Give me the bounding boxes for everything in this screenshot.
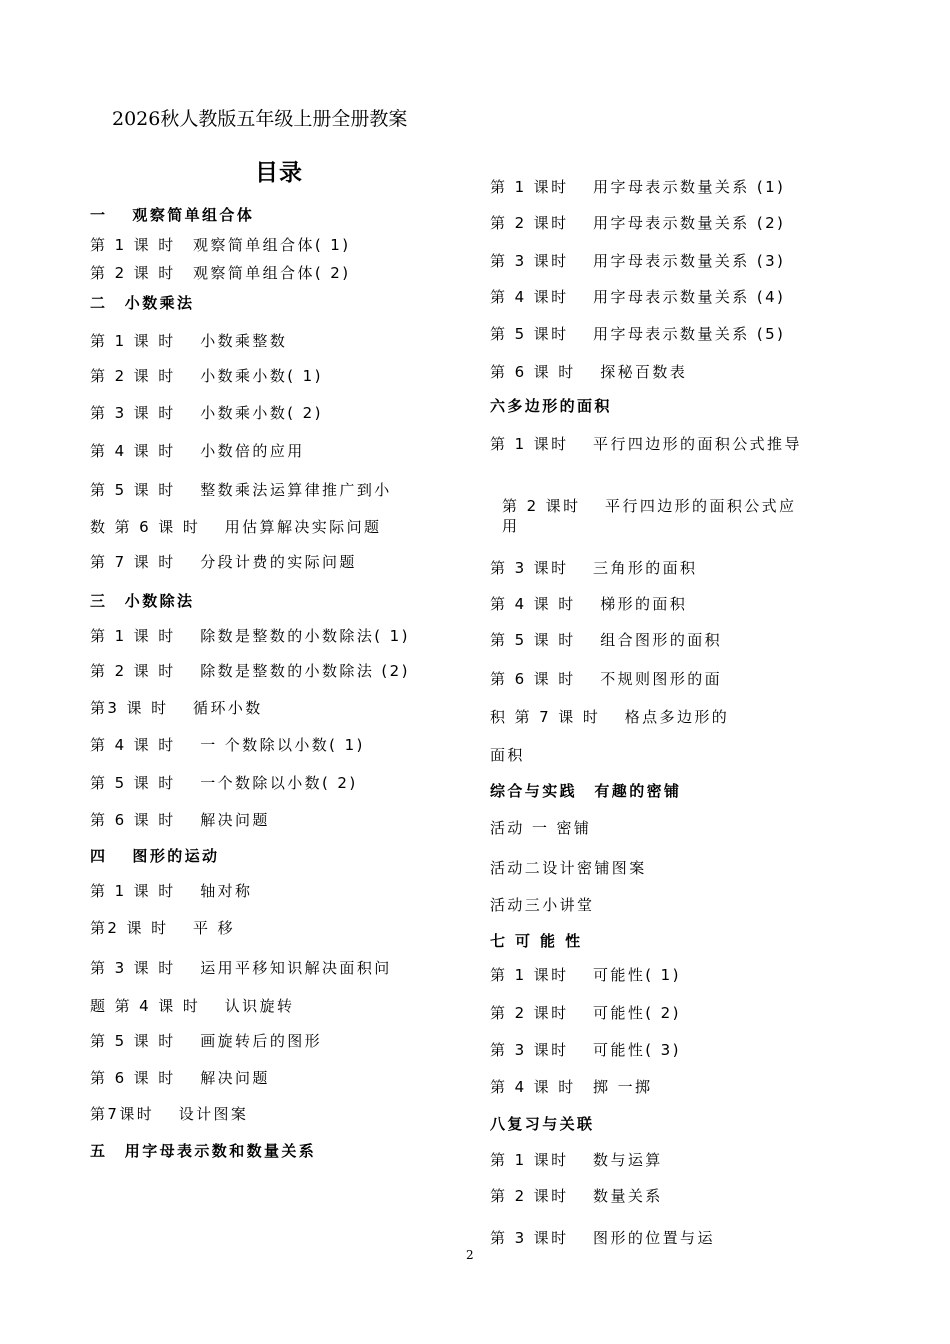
toc-entry: 活动三小讲堂 [490, 896, 595, 914]
toc-heading: 目录 [255, 160, 303, 186]
toc-entry: 第 1 课时 可能性( 1) [490, 966, 681, 984]
toc-entry: 活动 一 密铺 [490, 819, 592, 837]
toc-entry: 面积 [490, 746, 525, 764]
toc-entry: 第 5 课 时 画旋转后的图形 [90, 1032, 323, 1050]
toc-section-heading: 五 用字母表示数和数量关系 [90, 1142, 317, 1160]
toc-entry: 第 2 课时 可能性( 2) [490, 1004, 681, 1022]
toc-entry: 第 2 课 时 小数乘小数( 1) [90, 367, 323, 385]
toc-entry: 第7课时 设计图案 [90, 1105, 249, 1123]
toc-entry: 第 2 课 时 除数是整数的小数除法 (2) [90, 662, 410, 680]
toc-section-heading: 六多边形的面积 [490, 397, 612, 415]
toc-entry: 第 6 课 时 解决问题 [90, 1069, 270, 1087]
toc-entry: 第 1 课时 用字母表示数量关系 (1) [490, 178, 786, 196]
toc-entry: 第 3 课时 图形的位置与运 [490, 1229, 715, 1247]
toc-entry: 第 4 课 时 梯形的面积 [490, 595, 688, 613]
toc-entry: 第 5 课 时 一个数除以小数( 2) [90, 774, 358, 792]
toc-entry: 第 1 课 时 观察简单组合体( 1) [90, 236, 351, 254]
toc-section-heading: 八复习与关联 [490, 1115, 595, 1133]
toc-entry: 第 2 课时 数量关系 [490, 1187, 663, 1205]
toc-entry: 第 6 课 时 不规则图形的面 [490, 670, 723, 688]
toc-entry: 第2 课 时 平 移 [90, 919, 236, 937]
toc-entry: 第3 课 时 循环小数 [90, 699, 263, 717]
toc-entry: 第 3 课 时 小数乘小数( 2) [90, 404, 323, 422]
toc-entry: 题 第 4 课 时 认识旋转 [90, 997, 295, 1015]
toc-entry: 第 3 课时 用字母表示数量关系 (3) [490, 252, 786, 270]
toc-entry: 数 第 6 课 时 用估算解决实际问题 [90, 518, 382, 536]
toc-entry: 第 1 课 时 小数乘整数 [90, 332, 288, 350]
toc-entry: 第 7 课 时 分段计费的实际问题 [90, 553, 357, 571]
toc-entry: 第 4 课 时 一 个数除以小数( 1) [90, 736, 365, 754]
toc-entry: 第 3 课时 可能性( 3) [490, 1041, 681, 1059]
toc-section-heading: 二 小数乘法 [90, 294, 195, 312]
document-title: 2026秋人教版五年级上册全册教案 [112, 108, 408, 130]
toc-section-heading: 四 图形的运动 [90, 847, 220, 865]
toc-entry: 第 2 课 时 观察简单组合体( 2) [90, 264, 351, 282]
toc-entry: 第 1 课时 数与运算 [490, 1151, 663, 1169]
toc-entry: 第 2 课时 用字母表示数量关系 (2) [490, 214, 786, 232]
toc-entry: 第 4 课时 用字母表示数量关系 (4) [490, 288, 786, 306]
toc-entry: 第 5 课时 用字母表示数量关系 (5) [490, 325, 786, 343]
toc-section-heading: 七 可 能 性 [490, 932, 583, 950]
page-number: 2 [466, 1248, 474, 1262]
toc-entry: 第 5 课 时 组合图形的面积 [490, 631, 723, 649]
toc-entry: 第 6 课 时 解决问题 [90, 811, 270, 829]
toc-entry: 第 4 课 时 掷 一掷 [490, 1078, 653, 1096]
toc-entry: 活动二设计密铺图案 [490, 859, 647, 877]
toc-entry: 第 1 课 时 轴对称 [90, 882, 253, 900]
toc-section-heading: 一 观察简单组合体 [90, 206, 255, 224]
toc-section-heading: 三 小数除法 [90, 592, 195, 610]
toc-entry: 第 3 课 时 运用平移知识解决面积问 [90, 959, 392, 977]
toc-entry: 第 1 课时 平行四边形的面积公式推导 [490, 435, 802, 453]
toc-entry: 第 6 课 时 探秘百数表 [490, 363, 688, 381]
toc-section-heading: 综合与实践 有趣的密铺 [490, 782, 682, 800]
toc-entry: 积 第 7 课 时 格点多边形的 [490, 708, 730, 726]
toc-entry: 第 5 课 时 整数乘法运算律推广到小 [90, 481, 392, 499]
toc-entry: 第 3 课时 三角形的面积 [490, 559, 698, 577]
toc-entry: 第 2 课时 平行四边形的面积公式应用 [502, 497, 797, 535]
toc-entry: 第 1 课 时 除数是整数的小数除法( 1) [90, 627, 410, 645]
toc-entry: 第 4 课 时 小数倍的应用 [90, 442, 305, 460]
